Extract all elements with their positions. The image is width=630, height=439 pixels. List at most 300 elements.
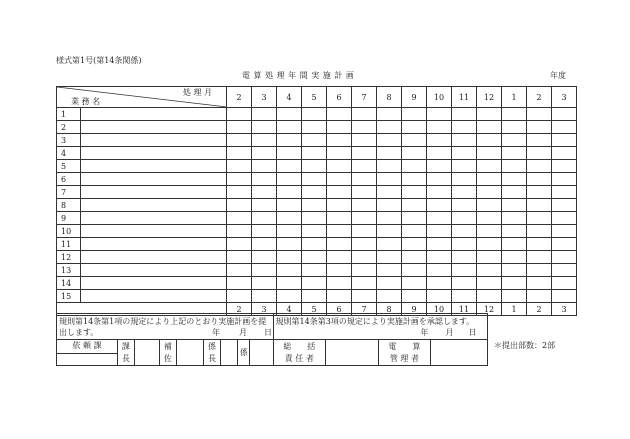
month-footer-cell: 4 (277, 303, 302, 316)
submission-year-label: 年 (212, 328, 220, 337)
schedule-cell[interactable] (277, 186, 302, 199)
schedule-cell[interactable] (327, 121, 352, 134)
month-footer-cell: 2 (527, 303, 552, 316)
schedule-cell[interactable] (302, 225, 327, 238)
schedule-cell[interactable] (452, 134, 477, 147)
schedule-cell[interactable] (302, 251, 327, 264)
schedule-cell[interactable] (302, 147, 327, 160)
schedule-cell[interactable] (252, 277, 277, 290)
section-chief-stamp-box (134, 340, 159, 366)
schedule-cell[interactable] (277, 212, 302, 225)
month-footer-cell: 3 (252, 303, 277, 316)
schedule-cell[interactable] (502, 186, 527, 199)
schedule-cell[interactable] (552, 277, 577, 290)
schedule-cell[interactable] (452, 264, 477, 277)
schedule-cell[interactable] (527, 277, 552, 290)
staff-stamp-box (250, 340, 273, 366)
schedule-cell[interactable] (427, 212, 452, 225)
schedule-cell[interactable] (402, 290, 427, 303)
copies-note: ＊提出部数：2部 (494, 341, 556, 350)
task-name-cell[interactable] (81, 199, 227, 212)
schedule-cell[interactable] (227, 173, 252, 186)
schedule-cell[interactable] (477, 199, 502, 212)
schedule-cell[interactable] (302, 173, 327, 186)
schedule-cell[interactable] (252, 186, 277, 199)
schedule-cell[interactable] (352, 121, 377, 134)
fiscal-year-label: 年度 (550, 71, 566, 80)
schedule-cell[interactable] (402, 277, 427, 290)
schedule-cell[interactable] (302, 121, 327, 134)
computer-admin-stamp-box (431, 340, 488, 366)
schedule-cell[interactable] (377, 199, 402, 212)
header-corner-cell (57, 87, 227, 108)
section-chief-label-top: 課 (121, 341, 130, 351)
schedule-cell[interactable] (227, 121, 252, 134)
task-name-cell[interactable] (81, 173, 227, 186)
task-name-cell[interactable] (81, 134, 227, 147)
task-name-cell[interactable] (81, 225, 227, 238)
schedule-cell[interactable] (352, 173, 377, 186)
schedule-cell[interactable] (252, 225, 277, 238)
month-footer-cell: 11 (452, 303, 477, 316)
schedule-cell[interactable] (502, 251, 527, 264)
schedule-cell[interactable] (377, 277, 402, 290)
schedule-cell[interactable] (502, 160, 527, 173)
table-row (57, 225, 577, 238)
schedule-cell[interactable] (427, 160, 452, 173)
schedule-cell[interactable] (452, 225, 477, 238)
general-manager-label-bottom: 責 任 者 (284, 353, 314, 363)
schedule-cell[interactable] (402, 173, 427, 186)
schedule-cell[interactable] (302, 160, 327, 173)
schedule-cell[interactable] (452, 290, 477, 303)
schedule-cell[interactable] (552, 212, 577, 225)
schedule-cell[interactable] (477, 277, 502, 290)
schedule-cell[interactable] (452, 212, 477, 225)
schedule-cell[interactable] (527, 186, 552, 199)
schedule-cell[interactable] (277, 121, 302, 134)
schedule-cell[interactable] (502, 238, 527, 251)
schedule-cell[interactable] (402, 212, 427, 225)
month-footer-cell: 1 (502, 303, 527, 316)
schedule-cell[interactable] (327, 173, 352, 186)
approval-year-label: 年 (420, 328, 429, 337)
schedule-cell[interactable] (502, 225, 527, 238)
schedule-cell[interactable] (427, 134, 452, 147)
schedule-cell[interactable] (402, 251, 427, 264)
schedule-cell[interactable] (452, 147, 477, 160)
schedule-cell[interactable] (377, 108, 402, 121)
schedule-cell[interactable] (502, 290, 527, 303)
schedule-cell[interactable] (552, 238, 577, 251)
schedule-cell[interactable] (477, 186, 502, 199)
schedule-cell[interactable] (252, 238, 277, 251)
schedule-cell[interactable] (402, 134, 427, 147)
processing-month-label: 処 理 月 (182, 88, 212, 97)
schedule-cell[interactable] (427, 264, 452, 277)
schedule-cell[interactable] (502, 134, 527, 147)
schedule-cell[interactable] (477, 121, 502, 134)
table-row (57, 251, 577, 264)
schedule-cell[interactable] (277, 199, 302, 212)
schedule-cell[interactable] (552, 134, 577, 147)
section-chief-label-bottom: 長 (121, 353, 130, 363)
approval-month-label: 月 (445, 328, 454, 337)
schedule-cell[interactable] (277, 108, 302, 121)
schedule-cell[interactable] (477, 173, 502, 186)
schedule-cell[interactable] (377, 212, 402, 225)
schedule-cell[interactable] (327, 147, 352, 160)
month-header-cell: 2 (527, 87, 552, 108)
schedule-cell[interactable] (552, 225, 577, 238)
schedule-cell[interactable] (352, 264, 377, 277)
schedule-cell[interactable] (402, 160, 427, 173)
schedule-cell[interactable] (427, 277, 452, 290)
schedule-cell[interactable] (252, 173, 277, 186)
schedule-table (56, 86, 577, 316)
schedule-cell[interactable] (277, 160, 302, 173)
schedule-cell[interactable] (227, 225, 252, 238)
schedule-cell[interactable] (302, 290, 327, 303)
schedule-cell[interactable] (527, 160, 552, 173)
schedule-cell[interactable] (302, 238, 327, 251)
schedule-cell[interactable] (352, 290, 377, 303)
schedule-cell[interactable] (227, 277, 252, 290)
table-row (57, 173, 577, 186)
schedule-cell[interactable] (227, 186, 252, 199)
row-number: 8 (57, 199, 81, 212)
schedule-cell[interactable] (402, 108, 427, 121)
schedule-cell[interactable] (327, 160, 352, 173)
month-header-cell: 5 (302, 87, 327, 108)
requesting-section-label: 依 頼 課 (57, 340, 117, 354)
task-name-cell[interactable] (81, 251, 227, 264)
schedule-cell[interactable] (552, 264, 577, 277)
row-number: 11 (57, 238, 81, 251)
row-number: 12 (57, 251, 81, 264)
month-footer-cell: 2 (227, 303, 252, 316)
schedule-cell[interactable] (477, 264, 502, 277)
schedule-cell[interactable] (352, 147, 377, 160)
schedule-cell[interactable] (277, 238, 302, 251)
schedule-cell[interactable] (427, 238, 452, 251)
table-row (57, 160, 577, 173)
submission-text-line2: 出します。 (59, 328, 99, 337)
schedule-cell[interactable] (352, 238, 377, 251)
schedule-cell[interactable] (277, 277, 302, 290)
schedule-cell[interactable] (277, 290, 302, 303)
month-header-cell: 4 (277, 87, 302, 108)
schedule-cell[interactable] (227, 160, 252, 173)
row-number: 7 (57, 186, 81, 199)
approval-day-label: 日 (468, 328, 477, 337)
schedule-cell[interactable] (377, 147, 402, 160)
subsection-chief-stamp-box (220, 340, 237, 366)
schedule-cell[interactable] (527, 290, 552, 303)
schedule-cell[interactable] (352, 186, 377, 199)
schedule-cell[interactable] (327, 108, 352, 121)
schedule-cell[interactable] (452, 108, 477, 121)
task-name-cell[interactable] (81, 290, 227, 303)
schedule-cell[interactable] (352, 277, 377, 290)
month-header-cell: 1 (502, 87, 527, 108)
row-number: 10 (57, 225, 81, 238)
schedule-cell[interactable] (302, 134, 327, 147)
schedule-cell[interactable] (327, 199, 352, 212)
staff-label-cell (237, 340, 250, 366)
schedule-cell[interactable] (302, 199, 327, 212)
computer-admin-label-cell (378, 340, 431, 366)
schedule-cell[interactable] (527, 173, 552, 186)
schedule-cell[interactable] (377, 238, 402, 251)
schedule-cell[interactable] (427, 147, 452, 160)
submission-month-label: 月 (239, 328, 247, 337)
schedule-cell[interactable] (252, 160, 277, 173)
schedule-cell[interactable] (502, 264, 527, 277)
schedule-cell[interactable] (427, 225, 452, 238)
schedule-cell[interactable] (502, 173, 527, 186)
task-name-cell[interactable] (81, 160, 227, 173)
submission-statement-cell (57, 314, 274, 340)
submission-text-line1: 規則第14条第1項の規定により上記のとおり実施計画を提 (59, 317, 267, 326)
schedule-cell[interactable] (252, 134, 277, 147)
schedule-cell[interactable] (552, 290, 577, 303)
schedule-cell[interactable] (352, 134, 377, 147)
schedule-cell[interactable] (302, 212, 327, 225)
schedule-cell[interactable] (327, 251, 352, 264)
schedule-cell[interactable] (427, 173, 452, 186)
schedule-cell[interactable] (502, 277, 527, 290)
schedule-cell[interactable] (552, 121, 577, 134)
schedule-cell[interactable] (227, 212, 252, 225)
general-manager-label-top: 総 括 (283, 341, 316, 351)
schedule-cell[interactable] (502, 199, 527, 212)
approval-table (56, 313, 488, 366)
schedule-cell[interactable] (477, 251, 502, 264)
task-name-cell[interactable] (81, 238, 227, 251)
general-manager-stamp-box (326, 340, 379, 366)
schedule-cell[interactable] (452, 160, 477, 173)
schedule-cell[interactable] (252, 199, 277, 212)
schedule-cell[interactable] (527, 238, 552, 251)
schedule-cell[interactable] (427, 199, 452, 212)
schedule-cell[interactable] (277, 173, 302, 186)
schedule-cell[interactable] (277, 251, 302, 264)
schedule-cell[interactable] (227, 108, 252, 121)
submission-day-label: 日 (264, 328, 272, 337)
schedule-cell[interactable] (527, 212, 552, 225)
schedule-cell[interactable] (302, 186, 327, 199)
deputy-stamp-box (176, 340, 203, 366)
schedule-cell[interactable] (552, 108, 577, 121)
schedule-cell[interactable] (327, 290, 352, 303)
schedule-cell[interactable] (477, 290, 502, 303)
task-name-label: 業 務 名 (71, 97, 101, 106)
subsection-chief-label-bottom: 長 (208, 353, 217, 363)
computer-admin-label-top: 電 算 (388, 341, 421, 351)
schedule-cell[interactable] (252, 251, 277, 264)
month-footer-cell: 8 (377, 303, 402, 316)
schedule-cell[interactable] (452, 238, 477, 251)
task-name-cell[interactable] (81, 277, 227, 290)
schedule-cell[interactable] (252, 108, 277, 121)
schedule-cell[interactable] (377, 160, 402, 173)
schedule-cell[interactable] (527, 264, 552, 277)
schedule-cell[interactable] (327, 264, 352, 277)
month-footer-cell: 6 (327, 303, 352, 316)
schedule-cell[interactable] (452, 173, 477, 186)
schedule-cell[interactable] (552, 173, 577, 186)
schedule-cell[interactable] (527, 147, 552, 160)
schedule-cell[interactable] (327, 134, 352, 147)
schedule-cell[interactable] (477, 212, 502, 225)
schedule-cell[interactable] (252, 212, 277, 225)
schedule-cell[interactable] (327, 225, 352, 238)
schedule-cell[interactable] (252, 147, 277, 160)
schedule-cell[interactable] (427, 251, 452, 264)
schedule-cell[interactable] (452, 186, 477, 199)
schedule-cell[interactable] (327, 238, 352, 251)
schedule-cell[interactable] (352, 225, 377, 238)
task-name-cell[interactable] (81, 186, 227, 199)
schedule-cell[interactable] (477, 225, 502, 238)
schedule-cell[interactable] (227, 238, 252, 251)
schedule-cell[interactable] (452, 251, 477, 264)
requesting-section-cell (57, 340, 118, 366)
schedule-cell[interactable] (402, 225, 427, 238)
month-footer-cell: 3 (552, 303, 577, 316)
schedule-cell[interactable] (477, 147, 502, 160)
schedule-cell[interactable] (352, 199, 377, 212)
schedule-cell[interactable] (552, 199, 577, 212)
staff-label: 係 (239, 347, 248, 357)
month-header-cell: 3 (552, 87, 577, 108)
schedule-cell[interactable] (477, 134, 502, 147)
subsection-chief-label-cell (204, 340, 221, 366)
row-number: 15 (57, 290, 81, 303)
schedule-cell[interactable] (327, 186, 352, 199)
schedule-cell[interactable] (527, 108, 552, 121)
schedule-cell[interactable] (502, 121, 527, 134)
schedule-cell[interactable] (402, 199, 427, 212)
task-name-cell[interactable] (81, 212, 227, 225)
schedule-cell[interactable] (527, 134, 552, 147)
month-header-cell: 10 (427, 87, 452, 108)
schedule-cell[interactable] (502, 212, 527, 225)
schedule-cell[interactable] (227, 147, 252, 160)
table-row (57, 134, 577, 147)
task-name-cell[interactable] (81, 108, 227, 121)
schedule-cell[interactable] (452, 121, 477, 134)
schedule-cell[interactable] (277, 134, 302, 147)
schedule-cell[interactable] (227, 134, 252, 147)
schedule-cell[interactable] (227, 199, 252, 212)
page-title: 電 算 処 理 年 間 実 施 計 画 (242, 71, 355, 80)
schedule-cell[interactable] (302, 277, 327, 290)
schedule-cell[interactable] (402, 147, 427, 160)
schedule-cell[interactable] (402, 238, 427, 251)
schedule-cell[interactable] (377, 264, 402, 277)
schedule-cell[interactable] (227, 251, 252, 264)
schedule-cell[interactable] (402, 264, 427, 277)
schedule-cell[interactable] (402, 186, 427, 199)
row-number: 9 (57, 212, 81, 225)
schedule-cell[interactable] (252, 264, 277, 277)
schedule-cell[interactable] (377, 290, 402, 303)
schedule-cell[interactable] (377, 186, 402, 199)
schedule-cell[interactable] (327, 277, 352, 290)
schedule-cell[interactable] (327, 212, 352, 225)
task-name-cell[interactable] (81, 147, 227, 160)
schedule-cell[interactable] (477, 108, 502, 121)
schedule-cell[interactable] (277, 264, 302, 277)
schedule-cell[interactable] (477, 238, 502, 251)
schedule-cell[interactable] (427, 121, 452, 134)
schedule-cell[interactable] (377, 121, 402, 134)
table-row (57, 238, 577, 251)
schedule-cell[interactable] (502, 108, 527, 121)
schedule-cell[interactable] (352, 108, 377, 121)
schedule-cell[interactable] (427, 108, 452, 121)
schedule-cell[interactable] (252, 290, 277, 303)
schedule-cell[interactable] (502, 147, 527, 160)
schedule-cell[interactable] (427, 290, 452, 303)
schedule-cell[interactable] (527, 121, 552, 134)
month-header-cell: 12 (477, 87, 502, 108)
schedule-cell[interactable] (352, 212, 377, 225)
schedule-cell[interactable] (352, 251, 377, 264)
schedule-cell[interactable] (377, 251, 402, 264)
schedule-cell[interactable] (452, 277, 477, 290)
month-header-cell: 3 (252, 87, 277, 108)
schedule-cell[interactable] (527, 251, 552, 264)
schedule-cell[interactable] (377, 134, 402, 147)
schedule-cell[interactable] (377, 225, 402, 238)
schedule-cell[interactable] (527, 225, 552, 238)
schedule-cell[interactable] (527, 199, 552, 212)
schedule-cell[interactable] (452, 199, 477, 212)
schedule-cell[interactable] (302, 264, 327, 277)
general-manager-label-cell (273, 340, 326, 366)
month-header-cell: 6 (327, 87, 352, 108)
header-row (57, 87, 577, 108)
deputy-label-top: 補 (163, 341, 172, 351)
row-number: 4 (57, 147, 81, 160)
task-name-cell[interactable] (81, 264, 227, 277)
schedule-cell[interactable] (302, 108, 327, 121)
schedule-cell[interactable] (552, 147, 577, 160)
schedule-cell[interactable] (227, 264, 252, 277)
schedule-cell[interactable] (227, 290, 252, 303)
subsection-chief-label-top: 係 (208, 341, 217, 351)
schedule-cell[interactable] (352, 160, 377, 173)
task-name-cell[interactable] (81, 121, 227, 134)
schedule-cell[interactable] (277, 225, 302, 238)
section-chief-label-cell (117, 340, 134, 366)
schedule-cell[interactable] (552, 186, 577, 199)
table-row (57, 186, 577, 199)
schedule-cell[interactable] (252, 121, 277, 134)
schedule-cell[interactable] (552, 251, 577, 264)
schedule-cell[interactable] (552, 160, 577, 173)
schedule-cell[interactable] (377, 173, 402, 186)
schedule-cell[interactable] (477, 160, 502, 173)
schedule-cell[interactable] (427, 186, 452, 199)
schedule-cell[interactable] (402, 121, 427, 134)
deputy-label-cell (159, 340, 176, 366)
schedule-cell[interactable] (277, 147, 302, 160)
month-footer-cell: 10 (427, 303, 452, 316)
